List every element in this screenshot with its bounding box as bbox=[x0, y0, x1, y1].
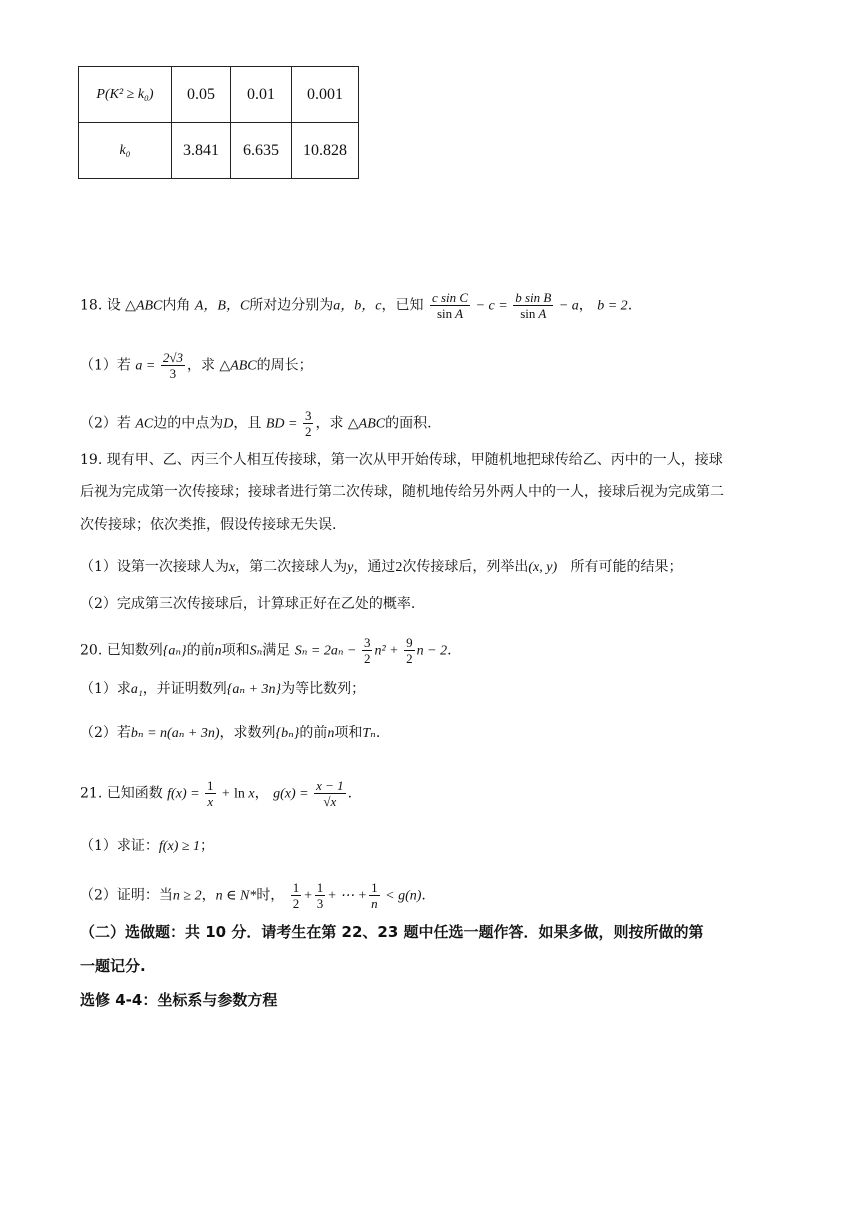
question-20-part-2 bbox=[80, 723, 380, 744]
q18-p1-text: ，求 bbox=[186, 357, 215, 374]
q20-p2-text: ，求数列 bbox=[219, 725, 276, 741]
fraction: $\frac{1}{n}$ bbox=[371, 880, 378, 911]
q20-p1-text: ，并证明数列 bbox=[142, 681, 227, 697]
q21-p1-text: （1）求证： bbox=[80, 838, 159, 854]
q21-p1-text: ； bbox=[200, 838, 215, 854]
sum-sn: Sₙ bbox=[249, 643, 263, 659]
var-y: y bbox=[347, 560, 354, 575]
question-18-part-2: （2）若 AC边的中点为D，且 BD = $\frac{3}{2}$ ，求 △ABC的面积. bbox=[80, 408, 432, 439]
fraction: $\frac{3}{2}$ bbox=[363, 635, 371, 666]
var-n: n bbox=[327, 726, 335, 741]
section-heading-line-1: （二）选做题：共 10 分．请考生在第 22、23 题中任选一题作答．如果多做，则按所做的第 bbox=[80, 923, 704, 941]
question-19-line-1: 19. 现有甲、乙、丙三个人相互传接球，第一次从甲开始传球，甲随机地把球传给乙、丙中的一人，接球 bbox=[80, 452, 723, 468]
fraction: $\frac{1}{x}$ bbox=[207, 778, 214, 809]
q20-p2-text: （2）若 bbox=[80, 725, 131, 741]
fraction: $\frac{3}{2}$ bbox=[304, 408, 312, 439]
condition: n ≥ 2 bbox=[172, 888, 202, 904]
fraction: $\frac{\text{b sin B}}{\text{sin A}}$ bbox=[515, 290, 552, 321]
q18-p2-text: 的面积. bbox=[385, 415, 432, 432]
q18-p2-text: ，且 bbox=[233, 415, 262, 432]
table-cell: 0.01 bbox=[231, 67, 292, 123]
table-cell: 0.05 bbox=[172, 67, 231, 123]
q20-p1-text: 为等比数列； bbox=[281, 681, 366, 697]
q21-text: ， bbox=[254, 785, 269, 802]
q20-text: 的前 bbox=[186, 642, 215, 659]
fraction: $\frac{\text{c sin C}}{\text{sin A}}$ bbox=[431, 290, 469, 321]
pair-xy: (x, y) bbox=[528, 560, 558, 575]
side-ac: AC bbox=[135, 416, 154, 432]
q20-text: . bbox=[447, 642, 452, 659]
q20-text: 项和 bbox=[221, 642, 250, 659]
triangle-label: △ABC bbox=[347, 416, 386, 432]
question-18-part-1: （1）若 a = $\frac{2√3}{3}$ ，求 △ABC的周长； bbox=[80, 350, 313, 381]
condition: b = 2 bbox=[597, 298, 628, 314]
table-row bbox=[79, 123, 359, 179]
question-19-part-2: （2）完成第三次传接球后，计算球正好在乙处的概率. bbox=[80, 596, 416, 612]
sequence: {aₙ} bbox=[162, 643, 187, 659]
section-subheading: 选修 4-4：坐标系与参数方程 bbox=[80, 991, 278, 1009]
q21-p2-text: ， bbox=[201, 887, 216, 904]
table-row bbox=[79, 67, 359, 123]
question-20: 20. 已知数列{aₙ}的前n项和Sₙ满足 Sₙ = 2aₙ − $\frac{3}{2}$ n² + $\frac{9}{2}$ n − 2. bbox=[80, 635, 452, 666]
question-19-line-3: 次传接球；依次类推，假设传接球无失误. bbox=[80, 517, 337, 533]
q18-text: 所对边分别为 bbox=[249, 297, 334, 314]
table-cell: 6.635 bbox=[231, 123, 292, 179]
triangle-label: △ABC bbox=[125, 298, 163, 314]
question-21-part-2: （2）证明：当n ≥ 2，n ∈ N*时， $\frac{1}{2}$ + $\frac{1}{3}$ + ⋯ + $\frac{1}{n}$ < g(n). bbox=[80, 880, 426, 911]
q18-text: ，已知 bbox=[381, 297, 424, 314]
q20-text: 满足 bbox=[262, 642, 291, 659]
q20-prefix: 20. 已知数列 bbox=[80, 642, 163, 659]
question-20-part-1 bbox=[80, 679, 365, 700]
q19-p1-text: ，第二次接球人为 bbox=[235, 559, 348, 575]
table-row-label: k₀ bbox=[79, 123, 172, 179]
fraction: $\frac{9}{2}$ bbox=[406, 635, 413, 666]
section-heading-line-2: 一题记分. bbox=[80, 957, 146, 975]
q19-p1-text: ，通过 bbox=[353, 559, 396, 575]
triangle-label: △ABC bbox=[219, 358, 257, 374]
table-cell: 3.841 bbox=[172, 123, 231, 179]
term-bn: bₙ = n(aₙ + 3n) bbox=[130, 726, 220, 741]
question-21: 21. 已知函数 f(x) = $\frac{1}{x}$ + ln x， g(x) = $\frac{x - 1}{√x}$ . bbox=[80, 778, 353, 809]
q21-p2-text: . bbox=[421, 887, 426, 904]
q20-p2-text: 的前 bbox=[299, 725, 328, 741]
q21-prefix: 21. 已知函数 bbox=[80, 785, 163, 802]
q18-text: ， bbox=[578, 297, 593, 314]
q20-p2-text: 项和 bbox=[334, 725, 363, 741]
q21-p2-text: 时， bbox=[256, 887, 285, 904]
inequality: f(x) ≥ 1 bbox=[158, 839, 201, 854]
q20-p1-text: （1）求 bbox=[80, 681, 131, 697]
fraction: $\frac{1}{2}$ bbox=[292, 880, 300, 911]
sum-tn: Tₙ bbox=[362, 726, 376, 741]
table-header-label: P(K² ≥ k₀) bbox=[79, 67, 172, 123]
side-labels: a，b，c bbox=[333, 298, 382, 314]
count: 2 bbox=[395, 560, 403, 575]
q18-text: . bbox=[627, 297, 633, 314]
q19-p1-text: 所有可能的结果； bbox=[570, 559, 683, 575]
var-n: n bbox=[214, 643, 222, 659]
q20-p2-text: . bbox=[375, 725, 381, 741]
q21-p2-text: （2）证明：当 bbox=[80, 887, 173, 904]
angle-labels: A，B，C bbox=[194, 298, 250, 314]
question-19-line-2: 后视为完成第一次传接球；接球者进行第二次传球，随机地传给另外两人中的一人，接球后视为完成第二 bbox=[80, 484, 724, 500]
q18-prefix: 18. 设 bbox=[80, 297, 121, 314]
q18-text: 内角 bbox=[162, 297, 191, 314]
question-21-part-1 bbox=[80, 836, 214, 857]
sequence: {aₙ + 3n} bbox=[226, 682, 282, 697]
var-x: x bbox=[228, 560, 236, 575]
sequence: {bₙ} bbox=[275, 726, 300, 741]
table-cell: 10.828 bbox=[292, 123, 359, 179]
q18-p1-text: 的周长； bbox=[256, 357, 313, 374]
q19-p1-text: （1）设第一次接球人为 bbox=[80, 559, 229, 575]
question-18: 18. 设 △ABC内角 A，B，C所对边分别为a，b，c，已知 $\frac{\text{c sin C}}{\text{sin A}}$ − c = $\frac{\text{b sin B}}{\text{sin A}}$ − a， b = 2. bbox=[80, 290, 633, 321]
q18-p2-text: ，求 bbox=[315, 415, 344, 432]
fraction: $\frac{2√3}{3}$ bbox=[162, 350, 183, 381]
point-d: D bbox=[223, 416, 234, 432]
q18-p2-prefix: （2）若 bbox=[80, 415, 131, 432]
q18-p2-text: 边的中点为 bbox=[153, 415, 224, 432]
q19-p1-text: 次传接球后，列举出 bbox=[402, 559, 529, 575]
fraction: $\frac{x - 1}{√x}$ bbox=[316, 778, 344, 809]
condition: n ∈ N* bbox=[215, 888, 257, 904]
table-cell: 0.001 bbox=[292, 67, 359, 123]
critical-value-table bbox=[78, 66, 359, 179]
q21-text: . bbox=[347, 785, 353, 802]
fraction: $\frac{1}{3}$ bbox=[316, 880, 324, 911]
q18-p1-prefix: （1）若 bbox=[80, 357, 131, 374]
term-a1: a₁ bbox=[130, 682, 143, 697]
question-19-part-1 bbox=[80, 557, 682, 578]
